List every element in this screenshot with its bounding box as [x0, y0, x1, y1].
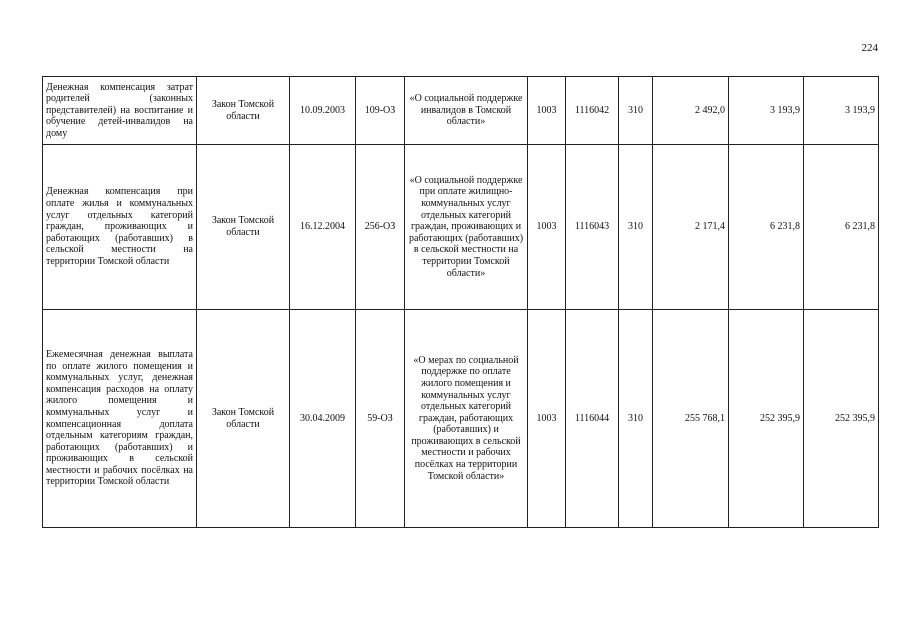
measure-name-cell: Ежемесячная денежная выплата по оплате жилого помещения и коммунальных услуг, денежная компенсация расходов на оплату жилого помещения и коммунальных услуг и компенсационная доплата отдельным категориям граждан, работающих (работавших) и проживающих в сельской местности и рабочих посёлках на территории Томской области	[43, 310, 197, 528]
amount-3-cell: 6 231,8	[804, 145, 879, 310]
target-article-cell: 1116042	[566, 77, 619, 145]
page-number: 224	[861, 42, 878, 54]
act-date-cell: 16.12.2004	[290, 145, 356, 310]
target-article-cell: 1116043	[566, 145, 619, 310]
act-title-cell: «О мерах по социальной поддержке по оплате жилого помещения и коммунальных услуг отдельных категорий граждан, работающих (работавших) и проживающих в сельской местности и рабочих посёлках на территории Томской области»	[405, 310, 528, 528]
measure-name-cell: Денежная компенсация при оплате жилья и коммунальных услуг отдельных категорий граждан, проживающих и работающих (работавших) в сельской местности на территории Томской области	[43, 145, 197, 310]
amount-1-cell: 2 171,4	[653, 145, 729, 310]
target-article-cell: 1116044	[566, 310, 619, 528]
section-code-cell: 1003	[528, 77, 566, 145]
table-row	[43, 145, 879, 310]
act-type-cell: Закон Томской области	[197, 145, 290, 310]
amount-1-cell: 2 492,0	[653, 77, 729, 145]
expense-type-cell: 310	[619, 145, 653, 310]
amount-1-cell: 255 768,1	[653, 310, 729, 528]
act-number-cell: 256-ОЗ	[356, 145, 405, 310]
amount-2-cell: 6 231,8	[729, 145, 804, 310]
amount-2-cell: 252 395,9	[729, 310, 804, 528]
act-title-cell: «О социальной поддержке при оплате жилищно-коммунальных услуг отдельных категорий граждан, проживающих и работающих (работавших) в сельской местности на территории Томской области»	[405, 145, 528, 310]
act-number-cell: 109-ОЗ	[356, 77, 405, 145]
table-row	[43, 310, 879, 528]
expense-type-cell: 310	[619, 310, 653, 528]
act-date-cell: 30.04.2009	[290, 310, 356, 528]
act-type-cell: Закон Томской области	[197, 310, 290, 528]
table-row	[43, 77, 879, 145]
amount-3-cell: 3 193,9	[804, 77, 879, 145]
act-title-cell: «О социальной поддержке инвалидов в Томской области»	[405, 77, 528, 145]
section-code-cell: 1003	[528, 145, 566, 310]
measure-name-cell: Денежная компенсация затрат родителей (законных представителей) на воспитание и обучение детей-инвалидов на дому	[43, 77, 197, 145]
expense-type-cell: 310	[619, 77, 653, 145]
act-type-cell: Закон Томской области	[197, 77, 290, 145]
amount-3-cell: 252 395,9	[804, 310, 879, 528]
budget-table	[42, 76, 879, 528]
amount-2-cell: 3 193,9	[729, 77, 804, 145]
act-number-cell: 59-ОЗ	[356, 310, 405, 528]
section-code-cell: 1003	[528, 310, 566, 528]
act-date-cell: 10.09.2003	[290, 77, 356, 145]
